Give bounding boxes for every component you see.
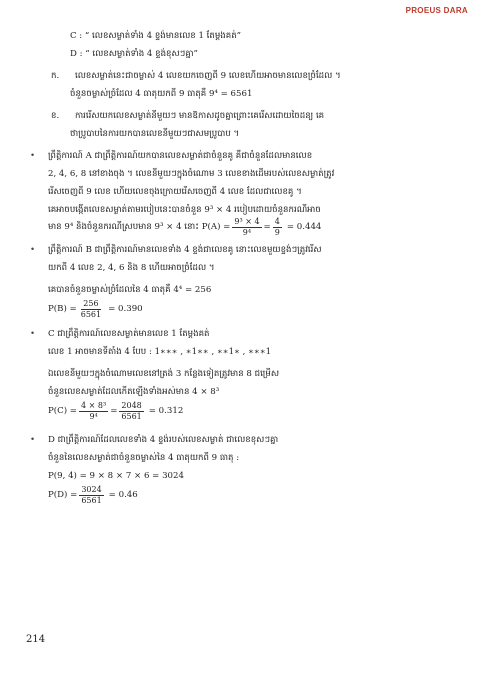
fraction: $\frac{3024}{6561}$ <box>81 484 102 505</box>
bullet-icon: • <box>30 435 36 445</box>
event-b-line1: • ព្រឹត្តិការណ៍ B ជាព្រឹត្តិការណ៍មានលេខទាំង 4 ខ្ទង់ជាលេខគូ នោះលេខមួយខ្ទង់ៗត្រូវរើស <box>30 245 322 255</box>
option-d: D : “ លេខសម្ងាត់ទាំង 4 ខ្ទង់ខុសៗគ្នា” <box>70 49 198 59</box>
part-k-line2: ចំនួនចម្លាស់ច្រំដែល 4 ធាតុយកពី 9 ធាតុគឺ 9⁴ = 6561 <box>70 89 253 99</box>
header-brand: PROEUS DARA <box>405 6 468 15</box>
bullet-icon: • <box>30 329 36 339</box>
part-kh-label: ខ. <box>51 111 60 121</box>
event-a-line4: គេអាចបង្កើតលេខសម្ងាត់តាមរបៀបនេះបានចំនួន 9³ × 4 របៀបដោយចំនួនករណីអាច <box>48 205 321 215</box>
event-c-line4: ចំនួនលេខសម្ងាត់ដែលកើតឡើងទាំងអស់មាន 4 × 8³ <box>48 387 220 397</box>
event-d-probability: P(D) = $\frac{3024}{6561}$ = 0.46 <box>48 484 138 505</box>
event-a-line2: 2, 4, 6, 8 នៅខាងចុង ។ លេខនីមួយៗក្នុងចំណោម 3 លេខខាងដើមរបស់លេខសម្ងាត់ត្រូវ <box>48 169 335 179</box>
event-a-line1: • ព្រឹត្តិការណ៍ A ជាព្រឹត្តិការណ៍យកបានលេខសម្ងាត់ជាចំនួនគូ គឺជាចំនួនដែលមានលេខ <box>30 151 313 161</box>
fraction: $\frac{256}{6561}$ <box>80 298 102 319</box>
event-d-line3: P(9, 4) = 9 × 8 × 7 × 6 = 3024 <box>48 471 184 481</box>
bullet-icon: • <box>30 245 36 255</box>
fraction: $\frac{4}{9}$ <box>274 216 280 237</box>
event-b-line2: យកពី 4 លេខ 2, 4, 6 និង 8 ហើយអាចច្រំដែល ។ <box>48 263 215 273</box>
event-c-line2: លេខ 1 អាចមានទីតាំង 4 បែប : 1∗∗∗ , ∗1∗∗ , ∗∗1∗ , ∗∗∗1 <box>48 347 272 357</box>
bullet-icon: • <box>30 151 36 161</box>
event-b-probability: P(B) = $\frac{256}{6561}$ = 0.390 <box>48 298 143 319</box>
part-kh-line1: ខ. ការរើសយកលេខសម្ងាត់នីមួយៗ មានឱកាសដូចគ្នាព្រោះគេរើសដោយចៃដន្យ គេ <box>51 111 325 121</box>
event-a-line3: រើសចេញពី 9 លេខ ហើយលេខចុងក្រោយរើសចេញពី 4 លេខ ដែលជាលេខគូ ។ <box>48 187 302 197</box>
page-content <box>26 30 456 508</box>
event-c-line1: • C ជាព្រឹត្តិការណ៍លេខសម្ងាត់មានលេខ 1 តែម្តងគត់ <box>30 329 210 339</box>
part-k-line1: ក. លេខសម្ងាត់នេះជាចម្លាស់ 4 លេខយកចេញពី 9 លេខហើយអាចមានលេខច្រំដែល ។ <box>51 71 341 81</box>
event-d-line1: • D ជាព្រឹត្តិការណ៍ដែលលេខទាំង 4 ខ្ទង់របស់លេខសម្ងាត់ ជាលេខខុសៗគ្នា <box>30 435 279 445</box>
fraction: $\frac{\text{9³ × 4}}{\text{9⁴}}$ <box>234 216 260 237</box>
event-b-line3: គេបានចំនួនចម្លាស់ច្រំដែលនៃ 4 ធាតុគឺ 4⁴ = 256 <box>48 285 212 295</box>
option-c: C : “ លេខសម្ងាត់ទាំង 4 ខ្ទង់មានលេខ 1 តែម្តងគត់” <box>70 31 242 41</box>
event-a-probability: មាន 9⁴ និងចំនួនករណីស្របមាន 9³ × 4 នោះ P(A) = $\frac{\text{9³ × 4}}{\text{9⁴}}$ = $\frac{4}{9}$ = 0.444 <box>48 216 322 237</box>
part-k-label: ក. <box>51 71 60 81</box>
event-c-probability: P(C) = $\frac{\text{4 × 8³}}{\text{9⁴}}$ = $\frac{2048}{6561}$ = 0.312 <box>48 400 184 421</box>
part-kh-line2: ថាប្រូបាបនៃការយកបានលេខនីមួយៗជាសមប្រូបាប ។ <box>70 129 240 139</box>
event-d-line2: ចំនួននៃលេខសម្ងាត់ជាចំនួនចម្លាស់នៃ 4 ធាតុយកពី 9 ធាតុ : <box>48 453 240 463</box>
page-number: 214 <box>26 634 46 645</box>
fraction: $\frac{\text{4 × 8³}}{\text{9⁴}}$ <box>81 400 107 421</box>
event-c-line3: ឯលេខនីមួយៗក្នុងចំណោមលេខនៅត្រង់ 3 កន្លែងទៀតត្រូវមាន 8 ជម្រើស <box>48 369 279 379</box>
fraction: $\frac{2048}{6561}$ <box>121 400 142 421</box>
